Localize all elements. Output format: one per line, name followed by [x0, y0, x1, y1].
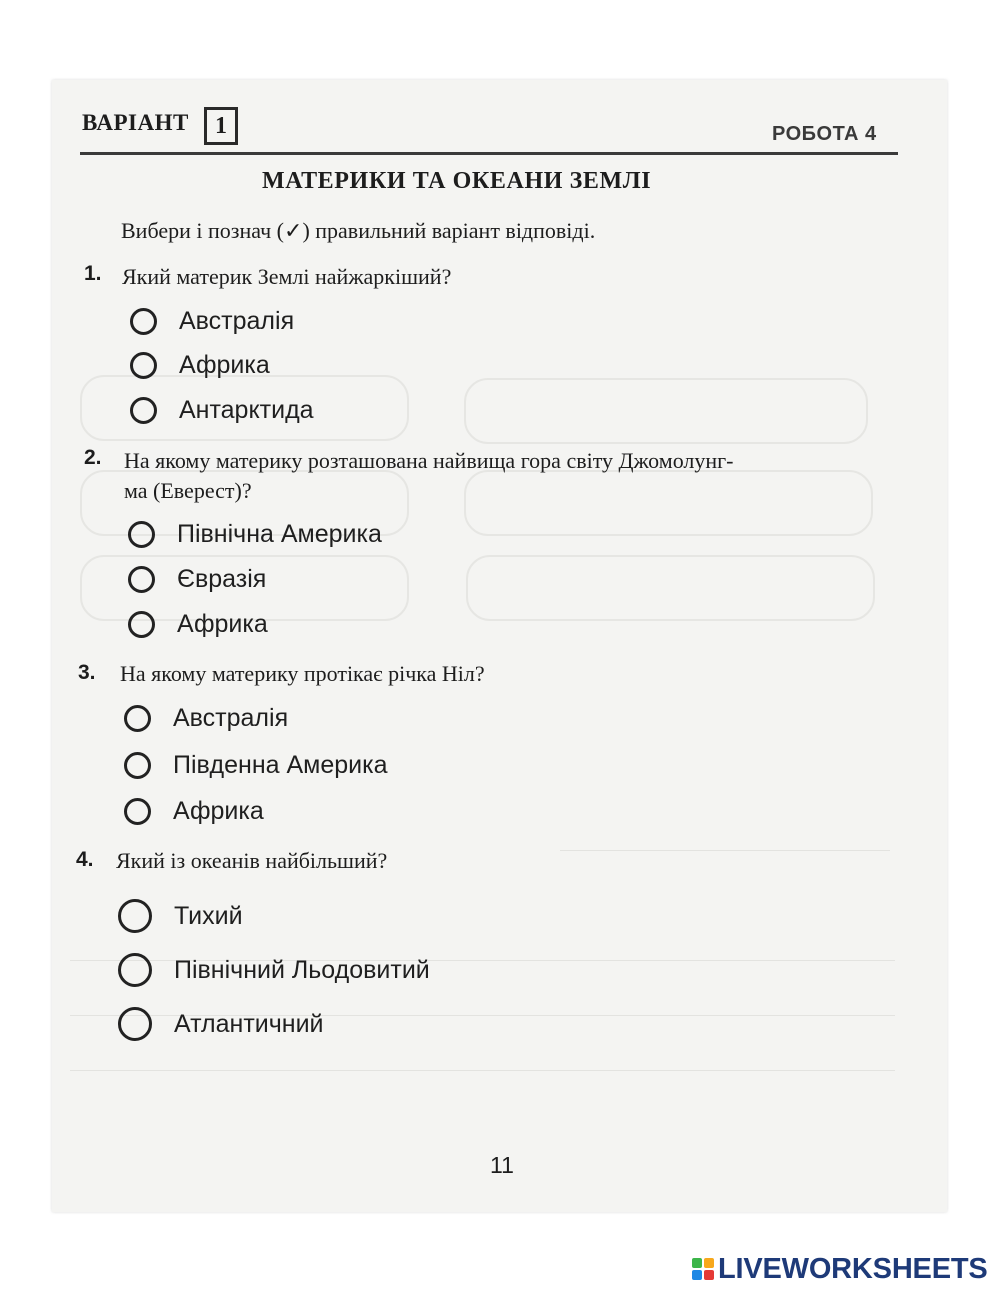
option-label: Північний Льодовитий [174, 955, 430, 984]
option-label: Атлантичний [174, 1009, 324, 1038]
question-2-text [124, 446, 734, 506]
logo-square [692, 1270, 702, 1280]
question-1-option-2[interactable] [130, 346, 270, 384]
option-label: Австралія [179, 306, 295, 335]
radio-circle-icon[interactable] [118, 953, 152, 987]
question-3-number: 3. [78, 661, 96, 684]
radio-circle-icon[interactable] [128, 611, 155, 638]
question-3-line: На якому материку протікає річка Ніл? [120, 661, 485, 686]
question-1-option-1[interactable] [130, 302, 294, 340]
variant-label: ВАРІАНТ [82, 110, 189, 135]
question-1-text [122, 262, 451, 292]
radio-circle-icon[interactable] [130, 308, 157, 335]
question-2-option-2[interactable] [128, 560, 266, 598]
bleed-through-box [466, 555, 875, 621]
radio-circle-icon[interactable] [124, 798, 151, 825]
question-1-option-3[interactable] [130, 391, 314, 429]
option-label: Північна Америка [177, 519, 382, 548]
variant-number: 1 [204, 107, 238, 145]
radio-circle-icon[interactable] [128, 566, 155, 593]
header-divider [80, 152, 898, 155]
question-1-number: 1. [84, 262, 102, 285]
logo-square [704, 1270, 714, 1280]
option-label: Австралія [173, 703, 289, 732]
work-label: РОБОТА 4 [772, 123, 877, 145]
bleed-through-box [464, 378, 868, 444]
option-label: Африка [177, 609, 268, 638]
radio-circle-icon[interactable] [130, 397, 157, 424]
radio-circle-icon[interactable] [130, 352, 157, 379]
question-4-line: Який із океанів найбільший? [116, 848, 388, 873]
question-2-option-3[interactable] [128, 605, 268, 643]
liveworksheets-brand [692, 1254, 988, 1284]
option-label: Антарктида [179, 395, 314, 424]
option-label: Південна Америка [173, 750, 388, 779]
question-2-line: ма (Еверест)? [124, 478, 252, 503]
option-label: Африка [179, 350, 270, 379]
question-4-text [116, 846, 387, 876]
question-2-line: На якому материку розташована найвища гора світу Джомолунг- [124, 448, 734, 473]
question-2-number: 2. [84, 446, 102, 469]
radio-circle-icon[interactable] [128, 521, 155, 548]
question-3-option-1[interactable] [124, 699, 288, 737]
instruction-text: Вибери і познач (✓) правильний варіант відповіді. [121, 218, 596, 243]
question-3-text [120, 659, 485, 689]
bleed-through-line [70, 1070, 895, 1071]
option-label: Африка [173, 796, 264, 825]
question-2-option-1[interactable] [128, 515, 382, 553]
question-4-option-1[interactable] [118, 897, 243, 935]
question-3-option-3[interactable] [124, 792, 264, 830]
logo-square [692, 1258, 702, 1268]
bleed-through-line [560, 850, 890, 851]
radio-circle-icon[interactable] [124, 705, 151, 732]
liveworksheets-logo-icon [692, 1258, 714, 1280]
question-4-number: 4. [76, 848, 94, 871]
brand-name: LIVEWORKSHEETS [718, 1252, 988, 1285]
option-label: Євразія [177, 564, 267, 593]
logo-square [704, 1258, 714, 1268]
page-number: 11 [490, 1152, 514, 1178]
page-title: МАТЕРИКИ ТА ОКЕАНИ ЗЕМЛІ [262, 168, 652, 194]
option-label: Тихий [174, 901, 243, 930]
radio-circle-icon[interactable] [124, 752, 151, 779]
radio-circle-icon[interactable] [118, 899, 152, 933]
question-3-option-2[interactable] [124, 746, 388, 784]
radio-circle-icon[interactable] [118, 1007, 152, 1041]
question-4-option-2[interactable] [118, 951, 430, 989]
question-4-option-3[interactable] [118, 1005, 324, 1043]
question-1-line: Який материк Землі найжаркіший? [122, 264, 452, 289]
